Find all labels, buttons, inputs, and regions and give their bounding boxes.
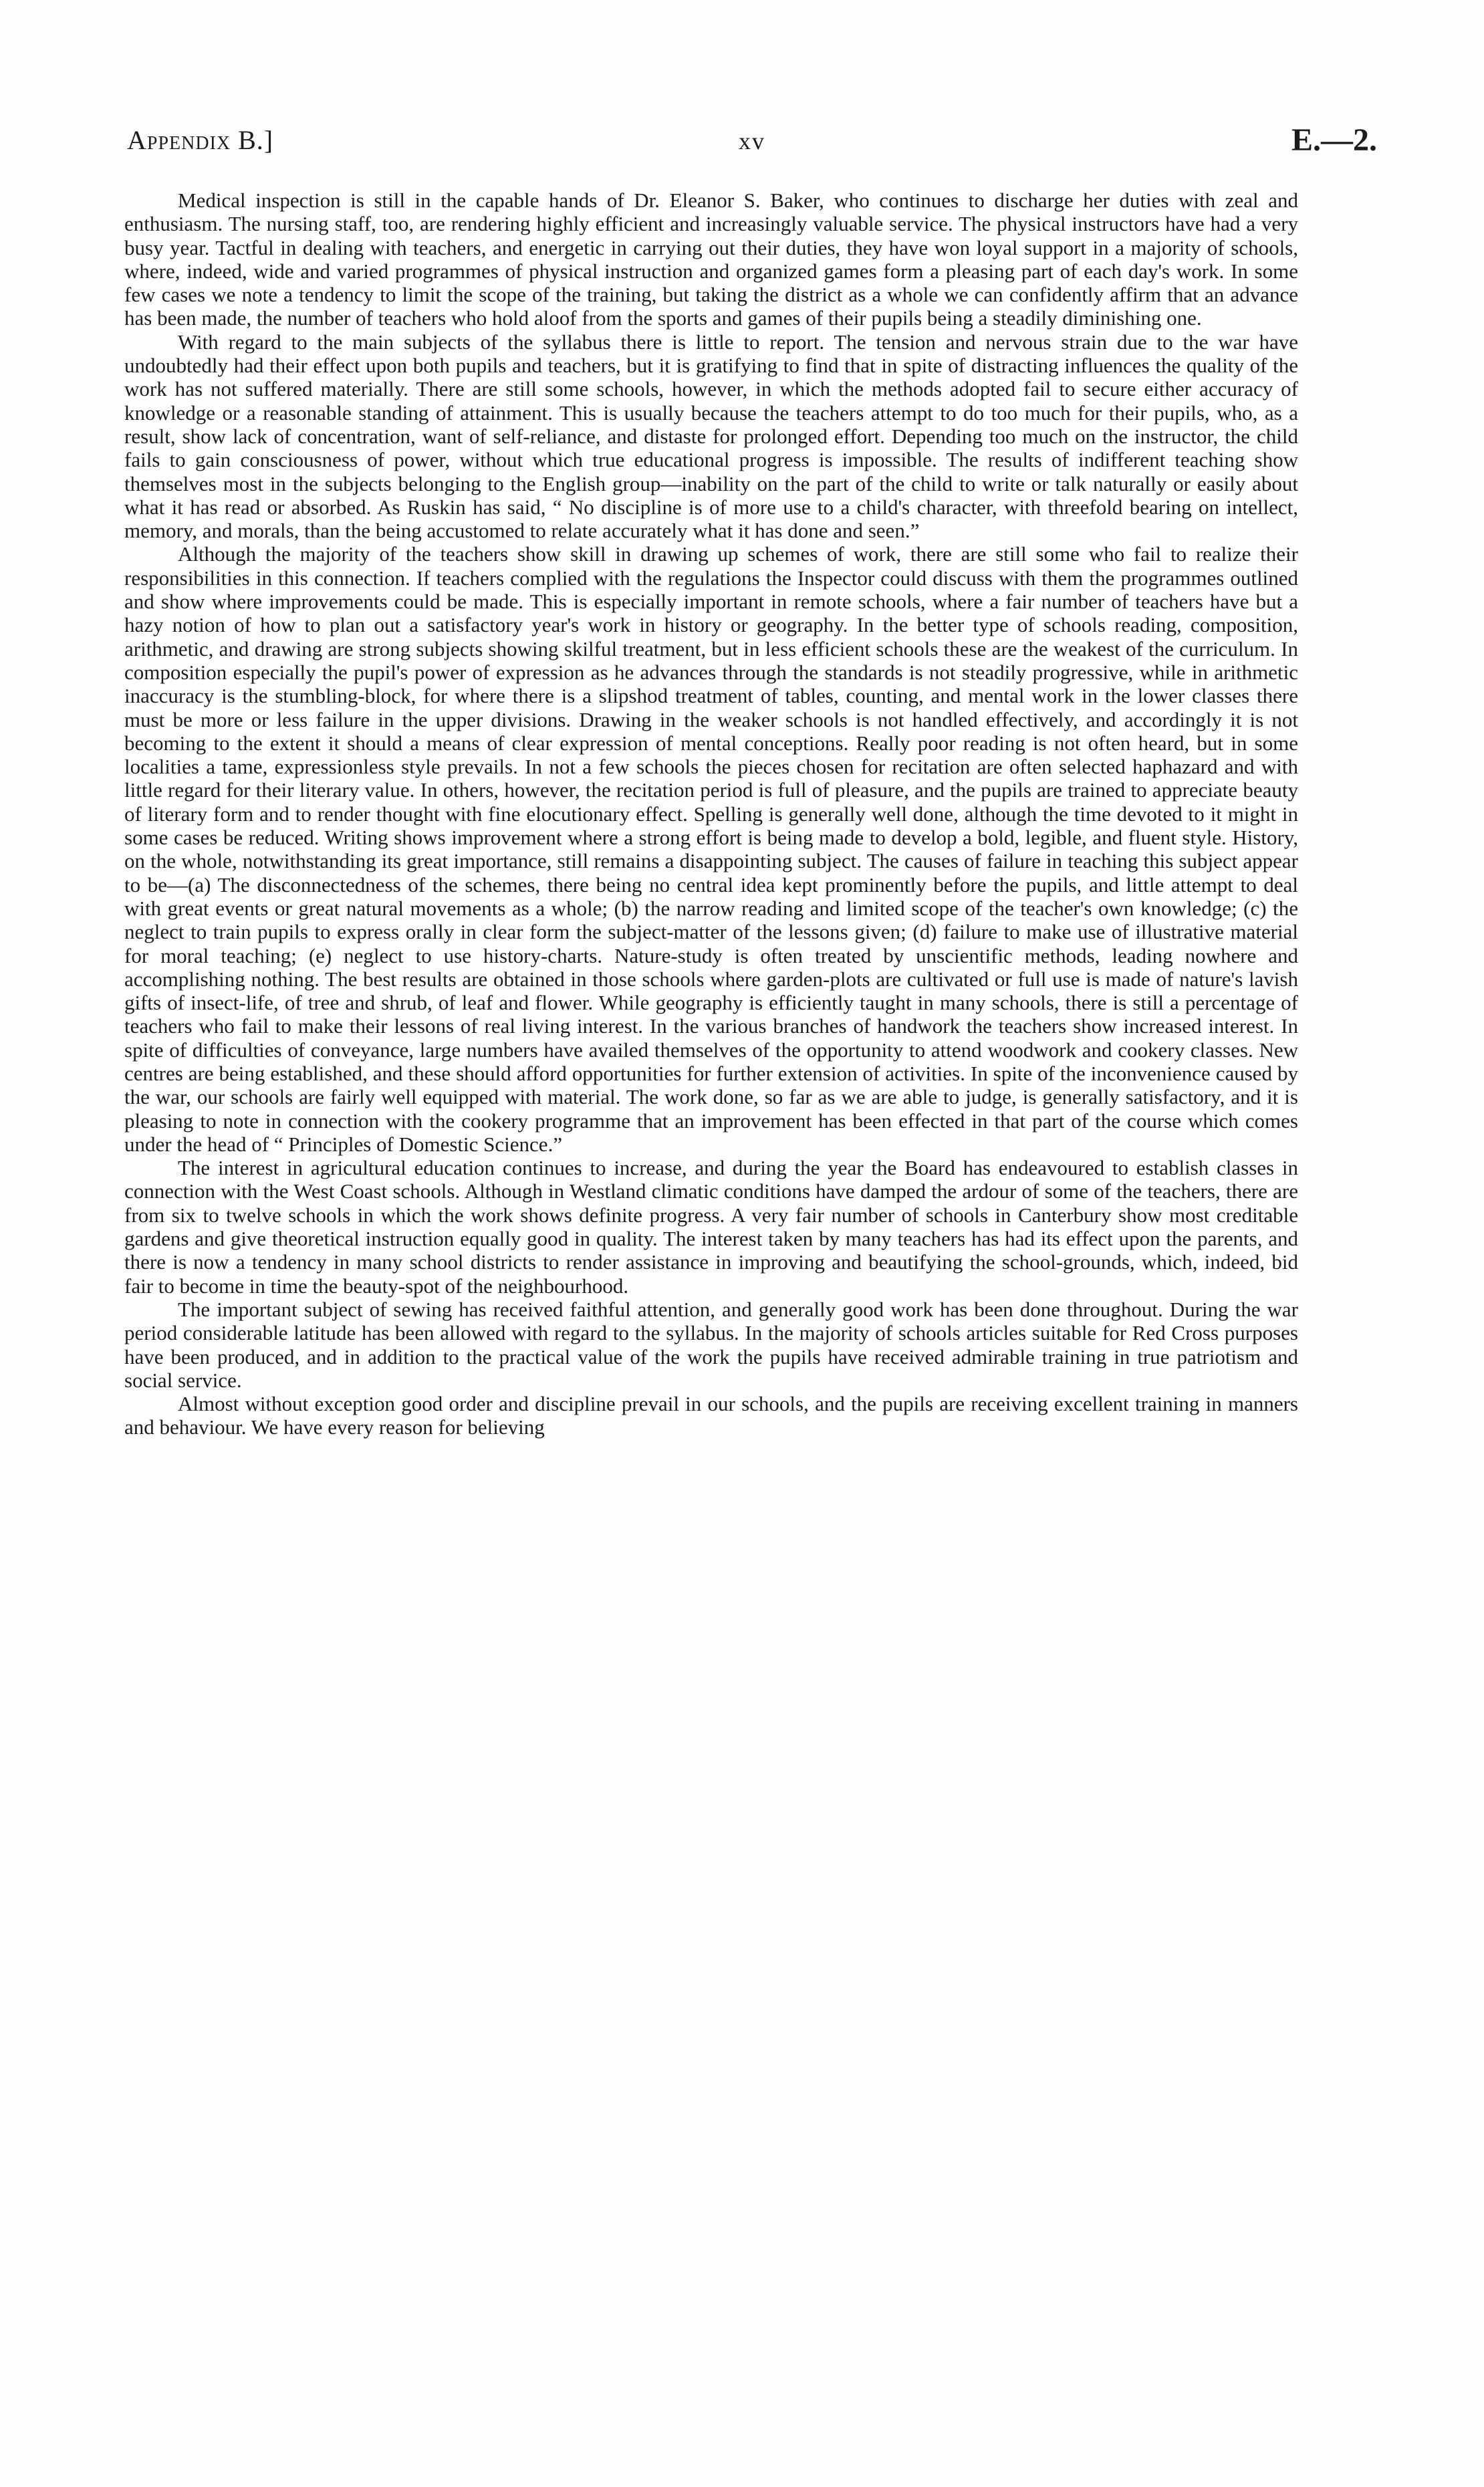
paragraph-main-subjects: With regard to the main subjects of the syllabus there is little to report. The tension and nervous strain due to the war have undoubtedly had their effect upon both pupils and teachers, but it is gratifying to find that in spite of distracting influences the quality of the work has not suffered materially. There are still some schools, however, in which the methods adopted fail to secure either accuracy of knowledge or a reasonable standing of attainment. This is usually because the teachers attempt to do too much for their pupils, who, as a result, show lack of concentration, want of self-reliance, and distaste for prolonged effort. Depending too much on the instructor, the child fails to gain consciousness of power, without which true educational progress is impossible. The results of indifferent teaching show themselves most in the subjects belonging to the English group—inability on the part of the child to write or talk naturally or easily about what it has read or absorbed. As Ruskin has said, “ No discipline is of more use to a child's character, with threefold bearing on intellect, memory, and morals, than the being accustomed to relate accurately what it has done and seen.” <box>124 330 1298 543</box>
paragraph-sewing: The important subject of sewing has received faithful attention, and generally good work has been done throughout. During the war period considerable latitude has been allowed with regard to the syllabus. In the majority of schools articles suitable for Red Cross purposes have been produced, and in addition to the practical value of the work the pupils have received admirable training in true patriotism and social service. <box>124 1297 1298 1392</box>
body-text <box>124 189 1298 1439</box>
page-header <box>127 124 1377 171</box>
document-reference: E.—2. <box>1291 122 1377 158</box>
page-number: xv <box>739 128 765 154</box>
paragraph-medical-inspection: Medical inspection is still in the capable hands of Dr. Eleanor S. Baker, who continues to discharge her duties with zeal and enthusiasm. The nursing staff, too, are rendering highly efficient and increasingly valuable service. The physical instructors have had a very busy year. Tactful in dealing with teachers, and energetic in carrying out their duties, they have won loyal support in a majority of schools, where, indeed, wide and varied programmes of physical instruction and organized games form a pleasing part of each day's work. In some few cases we note a tendency to limit the scope of the training, but taking the district as a whole we can confidently affirm that an advance has been made, the number of teachers who hold aloof from the sports and games of their pupils being a steadily diminishing one. <box>124 189 1298 330</box>
paragraph-schemes-of-work: Although the majority of the teachers show skill in drawing up schemes of work, there are still some who fail to realize their responsibilities in this connection. If teachers complied with the regulations the Inspector could discuss with them the programmes outlined and show where improvements could be made. This is especially important in remote schools, where a fair number of teachers have but a hazy notion of how to plan out a satisfactory year's work in history or geography. In the better type of schools reading, composition, arithmetic, and drawing are strong subjects showing skilful treatment, but in less efficient schools these are the weakest of the curriculum. In composition especially the pupil's power of expression as he advances through the standards is not steadily progressive, while in arithmetic inaccuracy is the stumbling-block, for where there is a slipshod treatment of tables, counting, and mental work in the lower classes there must be more or less failure in the upper divisions. Drawing in the weaker schools is not handled effectively, and accordingly it is not becoming to the extent it should a means of clear expression of mental conceptions. Really poor reading is not often heard, but in some localities a tame, expressionless style prevails. In not a few schools the pieces chosen for recitation are often selected haphazard and with little regard for their literary value. In others, however, the recitation period is full of pleasure, and the pupils are trained to appreciate beauty of literary form and to render thought with fine elocutionary effect. Spelling is generally well done, although the time devoted to it might in some cases be reduced. Writing shows improvement where a strong effort is being made to develop a bold, legible, and fluent style. History, on the whole, notwithstanding its great importance, still remains a disappointing subject. The causes of failure in teaching this subject appear to be—(a) The disconnectedness of the schemes, there being no central idea kept prominently before the pupils, and little attempt to deal with great events or great natural movements as a whole; (b) the narrow reading and limited scope of the teacher's own knowledge; (c) the neglect to train pupils to express orally in clear form the subject-matter of the lessons given; (d) failure to make use of illustrative material for moral teaching; (e) neglect to use history-charts. Nature-study is often treated by unscientific methods, leading nowhere and accomplishing nothing. The best results are obtained in those schools where garden-plots are cultivated or full use is made of nature's lavish gifts of insect-life, of tree and shrub, of leaf and flower. While geography is efficiently taught in many schools, there is still a percentage of teachers who fail to make their lessons of real living interest. In the various branches of handwork the teachers show increased interest. In spite of difficulties of conveyance, large numbers have availed themselves of the opportunity to attend woodwork and cookery classes. New centres are being established, and these should afford opportunities for further extension of activities. In spite of the inconvenience caused by the war, our schools are fairly well equipped with material. The work done, so far as we are able to judge, is generally satisfactory, and it is pleasing to note in connection with the cookery programme that an improvement has been effected in that part of the course which comes under the head of “ Principles of Domestic Science.” <box>124 542 1298 1156</box>
paragraph-agricultural-education: The interest in agricultural education continues to increase, and during the year the Board has endeavoured to establish classes in connection with the West Coast schools. Although in Westland climatic conditions have damped the ardour of some of the teachers, there are from six to twelve schools in which the work shows definite progress. A very fair number of schools in Canterbury show most creditable gardens and give theoretical instruction equally good in quality. The interest taken by many teachers has had its effect upon the parents, and there is now a tendency in many school districts to render assistance in improving and beautifying the school-grounds, which, indeed, bid fair to become in time the beauty-spot of the neighbourhood. <box>124 1156 1298 1298</box>
paragraph-discipline: Almost without exception good order and discipline prevail in our schools, and the pupils are receiving excellent training in manners and behaviour. We have every reason for believing <box>124 1392 1298 1439</box>
appendix-label: Appendix B.] <box>127 125 274 155</box>
